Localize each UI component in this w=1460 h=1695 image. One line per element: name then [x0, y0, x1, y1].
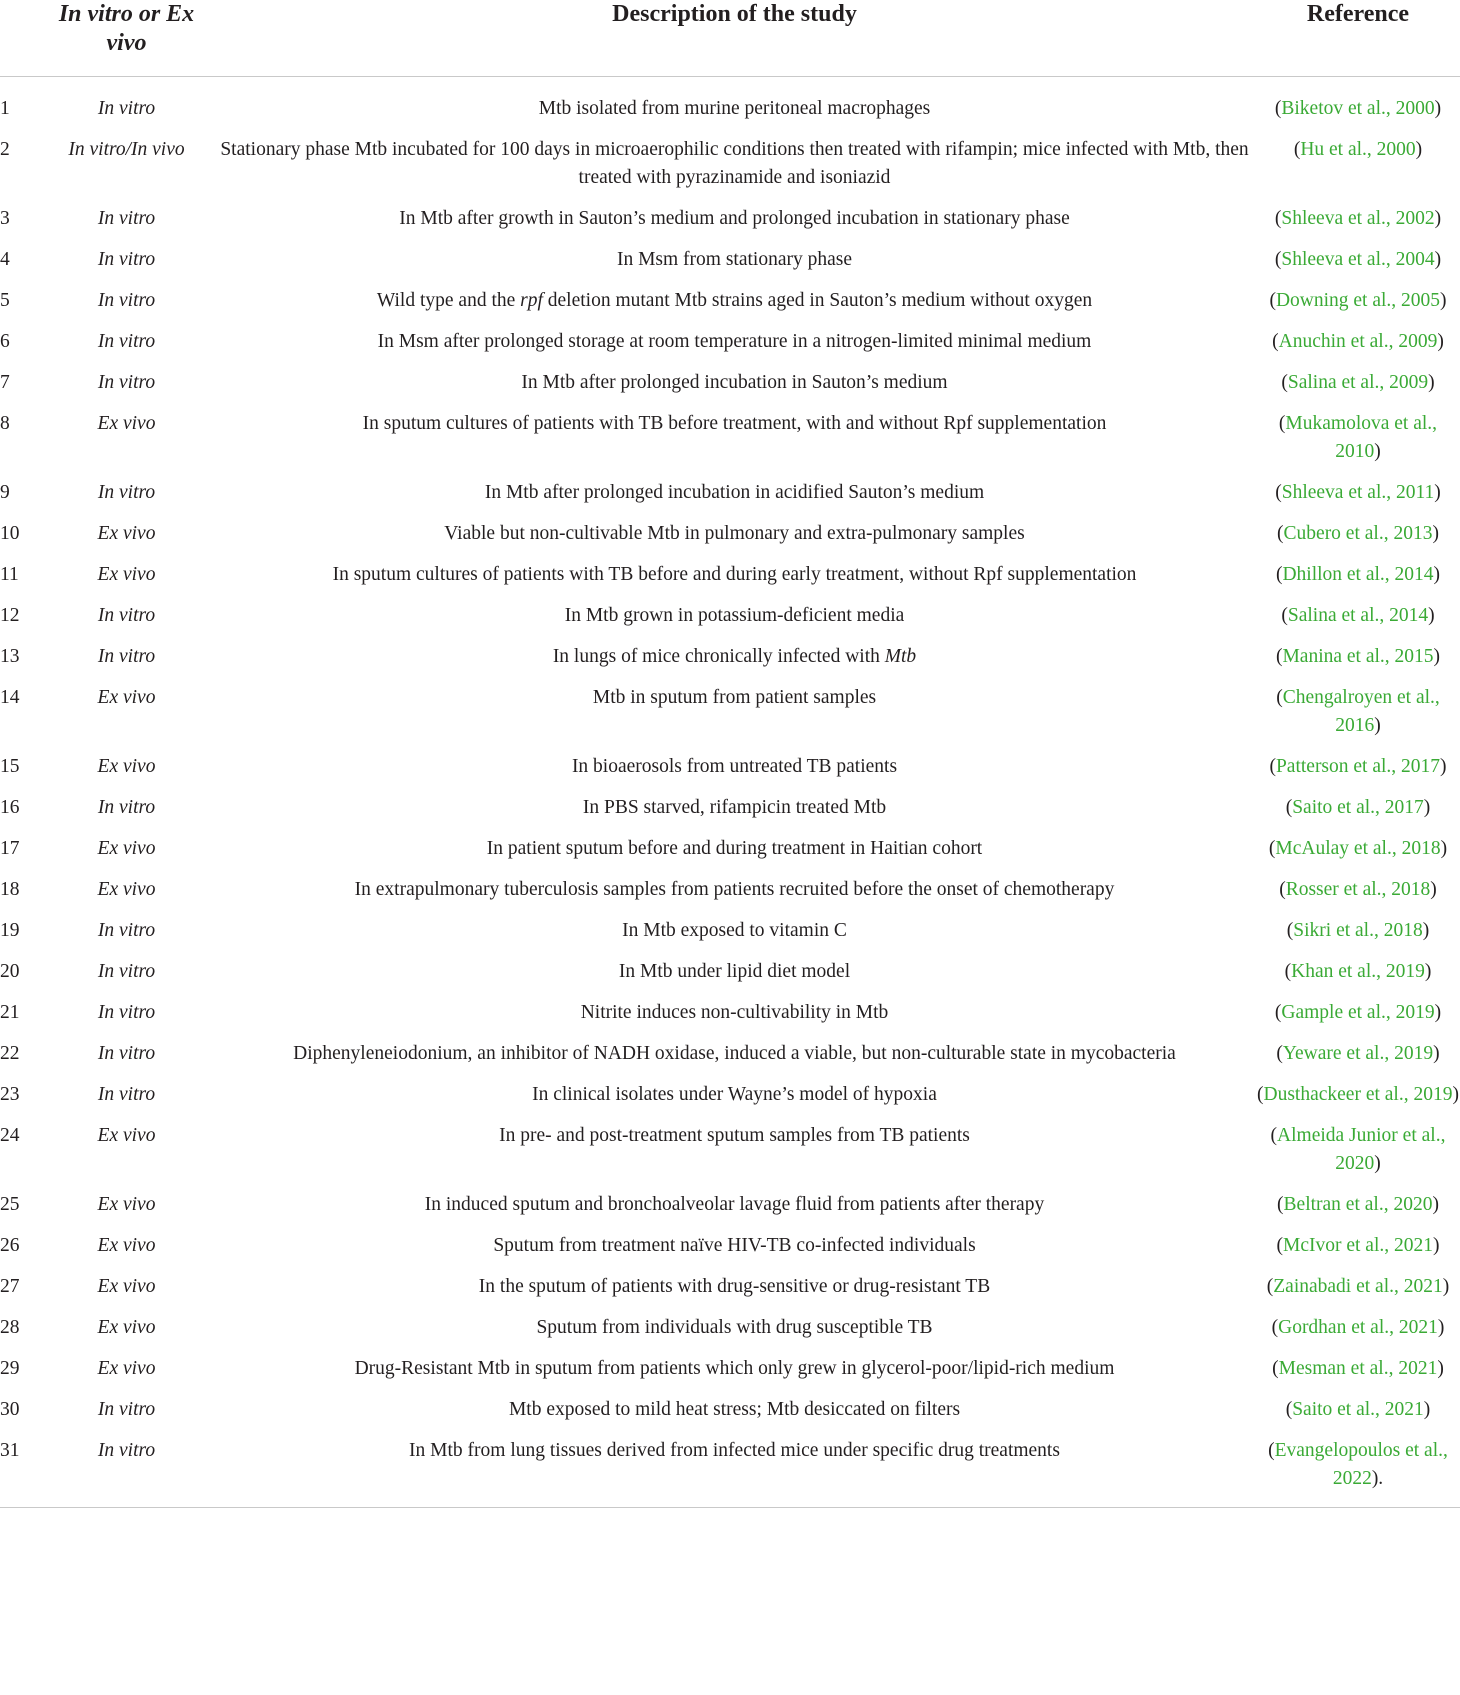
description-text: In Mtb under lipid diet model [618, 961, 851, 982]
row-description [213, 365, 1256, 406]
description-text: In clinical isolates under Wayne’s model of hypoxia [532, 1084, 937, 1105]
row-description [213, 324, 1256, 365]
row-number: 22 [0, 1043, 20, 1064]
row-reference [1256, 995, 1460, 1036]
row-setting: In vitro [97, 797, 156, 818]
row-setting: Ex vivo [97, 413, 156, 434]
reference-link[interactable]: Evangelopoulos et al., 2022 [1274, 1440, 1448, 1489]
row-reference [1256, 77, 1460, 133]
row-reference [1256, 831, 1460, 872]
description-text: Stationary phase Mtb incubated for 100 days in microaerophilic conditions then treated with rifampin; mice infected with Mtb, then treated with pyrazinamide and isoniazid [220, 139, 1249, 188]
reference-link[interactable]: Salina et al., 2014 [1287, 605, 1429, 626]
table-row [0, 831, 1460, 872]
row-description [213, 1351, 1256, 1392]
reference-link[interactable]: Gample et al., 2019 [1281, 1002, 1435, 1023]
row-setting: Ex vivo [97, 1358, 156, 1379]
table-row [0, 1351, 1460, 1392]
row-setting: Ex vivo [97, 756, 156, 777]
description-text: In lungs of mice chronically infected with [552, 646, 885, 667]
description-text: Wild type and the [376, 290, 521, 311]
row-reference [1256, 1228, 1460, 1269]
reference-open-paren: ( [1277, 523, 1284, 544]
row-reference [1256, 516, 1460, 557]
row-reference [1256, 680, 1460, 749]
reference-open-paren: ( [1270, 1125, 1278, 1146]
reference-link[interactable]: Patterson et al., 2017 [1275, 756, 1441, 777]
description-text: Sputum from treatment naïve HIV-TB co-infected individuals [493, 1235, 976, 1256]
row-description [213, 77, 1256, 133]
reference-close-paren: ) [1442, 1276, 1450, 1297]
reference-close-paren: ) [1440, 290, 1447, 311]
reference-link[interactable]: McIvor et al., 2021 [1282, 1235, 1433, 1256]
row-setting: Ex vivo [97, 1317, 156, 1338]
reference-open-paren: ( [1276, 687, 1283, 708]
table-row [0, 516, 1460, 557]
row-number: 28 [0, 1317, 20, 1338]
description-text: In sputum cultures of patients with TB before treatment, with and without Rpf supplementation [362, 413, 1107, 434]
table-row [0, 283, 1460, 324]
row-number: 17 [0, 838, 20, 859]
row-description [213, 954, 1256, 995]
row-description [213, 201, 1256, 242]
reference-close-paren: ) [1437, 331, 1444, 352]
row-reference [1256, 1077, 1460, 1118]
description-text: In Msm from stationary phase [616, 249, 853, 270]
row-setting: In vitro [97, 208, 156, 229]
reference-close-paren: ) [1423, 797, 1431, 818]
row-setting: Ex vivo [97, 879, 156, 900]
row-reference [1256, 475, 1460, 516]
row-number: 3 [0, 208, 10, 229]
row-reference [1256, 872, 1460, 913]
reference-open-paren: ( [1272, 331, 1279, 352]
table-row [0, 132, 1460, 201]
reference-close-paren: ) [1415, 139, 1423, 160]
reference-close-paren: ) [1422, 920, 1430, 941]
reference-link[interactable]: Dusthackeer et al., 2019 [1263, 1084, 1453, 1105]
row-setting: In vitro [97, 1002, 156, 1023]
row-reference [1256, 598, 1460, 639]
table-row [0, 324, 1460, 365]
row-number: 21 [0, 1002, 20, 1023]
row-description [213, 406, 1256, 475]
description-text: In induced sputum and bronchoalveolar lavage fluid from patients after therapy [424, 1194, 1045, 1215]
row-setting: Ex vivo [97, 687, 156, 708]
row-number: 23 [0, 1084, 20, 1105]
table-row [0, 242, 1460, 283]
description-text: Nitrite induces non-cultivability in Mtb [580, 1002, 889, 1023]
row-description [213, 749, 1256, 790]
reference-open-paren: ( [1257, 1084, 1264, 1105]
reference-link[interactable]: Almeida Junior et al., 2020 [1277, 1125, 1446, 1174]
description-text: In extrapulmonary tuberculosis samples from patients recruited before the onset of chemotherapy [354, 879, 1115, 900]
reference-link[interactable]: Saito et al., 2017 [1292, 797, 1424, 818]
reference-open-paren: ( [1281, 372, 1288, 393]
table-row [0, 639, 1460, 680]
reference-close-paren: ). [1371, 1468, 1384, 1489]
row-reference [1256, 1036, 1460, 1077]
reference-link[interactable]: Hu et al., 2000 [1300, 139, 1416, 160]
row-number: 15 [0, 756, 20, 777]
row-description [213, 831, 1256, 872]
row-reference [1256, 201, 1460, 242]
row-setting: In vitro [97, 482, 156, 503]
reference-close-paren: ) [1428, 605, 1435, 626]
description-italic: Mtb [884, 646, 917, 667]
reference-open-paren: ( [1266, 1276, 1274, 1297]
reference-link[interactable]: Cubero et al., 2013 [1283, 523, 1433, 544]
table-row [0, 1269, 1460, 1310]
reference-close-paren: ) [1424, 961, 1432, 982]
row-reference [1256, 406, 1460, 475]
reference-open-paren: ( [1268, 838, 1276, 859]
row-description [213, 475, 1256, 516]
row-reference [1256, 954, 1460, 995]
row-setting: Ex vivo [97, 523, 156, 544]
table-row [0, 995, 1460, 1036]
description-text: In bioaerosols from untreated TB patients [571, 756, 898, 777]
reference-close-paren: ) [1433, 646, 1441, 667]
header-number [0, 0, 40, 77]
row-setting: In vitro [97, 646, 156, 667]
row-description [213, 1310, 1256, 1351]
row-number: 16 [0, 797, 20, 818]
table-row [0, 406, 1460, 475]
reference-open-paren: ( [1281, 605, 1288, 626]
row-reference [1256, 283, 1460, 324]
row-reference [1256, 749, 1460, 790]
reference-link[interactable]: Khan et al., 2019 [1291, 961, 1425, 982]
reference-close-paren: ) [1430, 879, 1437, 900]
reference-close-paren: ) [1423, 1399, 1431, 1420]
row-setting: Ex vivo [97, 1125, 156, 1146]
row-reference [1256, 913, 1460, 954]
row-number: 26 [0, 1235, 20, 1256]
reference-link[interactable]: Shleeva et al., 2002 [1281, 208, 1435, 229]
row-description [213, 872, 1256, 913]
reference-close-paren: ) [1433, 564, 1441, 585]
reference-close-paren: ) [1437, 1317, 1445, 1338]
table-row [0, 77, 1460, 133]
reference-close-paren: ) [1432, 1194, 1439, 1215]
reference-open-paren: ( [1274, 1002, 1282, 1023]
row-reference [1256, 1351, 1460, 1392]
reference-close-paren: ) [1374, 715, 1381, 736]
table-row [0, 872, 1460, 913]
header-setting: In vitro or Ex vivo [40, 0, 213, 77]
row-reference [1256, 242, 1460, 283]
description-text: In Mtb exposed to vitamin C [622, 920, 847, 941]
reference-open-paren: ( [1276, 1043, 1283, 1064]
reference-close-paren: ) [1374, 1153, 1381, 1174]
reference-link[interactable]: Salina et al., 2009 [1287, 372, 1429, 393]
row-number: 6 [0, 331, 10, 352]
description-text: In Mtb after growth in Sauton’s medium and prolonged incubation in stationary phase [399, 208, 1070, 229]
row-description [213, 132, 1256, 201]
table-row [0, 1077, 1460, 1118]
row-number: 2 [0, 139, 10, 160]
reference-link[interactable]: Sikri et al., 2018 [1293, 920, 1423, 941]
description-text: In Mtb grown in potassium-deficient media [564, 605, 905, 626]
description-text-tail: deletion mutant Mtb strains aged in Sauton’s medium without oxygen [542, 290, 1093, 311]
row-number: 31 [0, 1433, 40, 1508]
row-description [213, 283, 1256, 324]
reference-link[interactable]: Manina et al., 2015 [1282, 646, 1434, 667]
reference-link[interactable]: Saito et al., 2021 [1292, 1399, 1424, 1420]
row-number: 1 [0, 98, 10, 119]
description-text: Viable but non-cultivable Mtb in pulmonary and extra-pulmonary samples [444, 523, 1025, 544]
reference-close-paren: ) [1374, 441, 1381, 462]
row-description [213, 1187, 1256, 1228]
description-text: Mtb exposed to mild heat stress; Mtb desiccated on filters [508, 1399, 961, 1420]
reference-close-paren: ) [1452, 1084, 1459, 1105]
row-setting: Ex vivo [97, 838, 156, 859]
reference-open-paren: ( [1278, 413, 1286, 434]
description-text: Diphenyleneiodonium, an inhibitor of NADH oxidase, induced a viable, but non-culturable state in mycobacteria [293, 1043, 1176, 1064]
row-reference [1256, 639, 1460, 680]
table-row [0, 475, 1460, 516]
row-number: 25 [0, 1194, 20, 1215]
row-setting: In vitro [40, 1433, 213, 1508]
row-description [213, 639, 1256, 680]
description-text: Drug-Resistant Mtb in sputum from patients which only grew in glycerol-poor/lipid-rich medium [354, 1358, 1115, 1379]
row-description [213, 1228, 1256, 1269]
reference-open-paren: ( [1286, 920, 1294, 941]
reference-open-paren: ( [1274, 98, 1282, 119]
table-row [0, 1036, 1460, 1077]
row-reference [1256, 790, 1460, 831]
table-row [0, 598, 1460, 639]
reference-link[interactable]: Shleeva et al., 2004 [1281, 249, 1435, 270]
table-row [0, 790, 1460, 831]
table-row [0, 557, 1460, 598]
table-row [0, 201, 1460, 242]
table-row [0, 749, 1460, 790]
row-description [213, 1269, 1256, 1310]
row-number: 4 [0, 249, 10, 270]
description-text: In Mtb after prolonged incubation in acidified Sauton’s medium [484, 482, 985, 503]
reference-open-paren: ( [1285, 1399, 1293, 1420]
row-reference [1256, 1269, 1460, 1310]
table-row [0, 954, 1460, 995]
reference-close-paren: ) [1432, 523, 1439, 544]
reference-link[interactable]: Beltran et al., 2020 [1283, 1194, 1433, 1215]
row-reference [1256, 365, 1460, 406]
table-row [0, 1433, 1460, 1508]
row-setting: In vitro [97, 249, 156, 270]
row-setting: In vitro [97, 1043, 156, 1064]
reference-link[interactable]: Zainabadi et al., 2021 [1273, 1276, 1443, 1297]
table-row [0, 1310, 1460, 1351]
row-description [213, 913, 1256, 954]
row-description [213, 1036, 1256, 1077]
row-reference [1256, 557, 1460, 598]
row-number: 18 [0, 879, 20, 900]
description-text: In pre- and post-treatment sputum samples from TB patients [499, 1125, 970, 1146]
row-description [213, 790, 1256, 831]
row-setting: In vitro/In vivo [68, 139, 185, 160]
reference-close-paren: ) [1434, 249, 1442, 270]
row-setting: In vitro [97, 372, 156, 393]
row-number: 5 [0, 290, 10, 311]
reference-link[interactable]: Shleeva et al., 2011 [1281, 482, 1435, 503]
row-reference [1256, 324, 1460, 365]
row-setting: Ex vivo [97, 1276, 156, 1297]
table-row [0, 1118, 1460, 1187]
reference-link[interactable]: Rosser et al., 2018 [1285, 879, 1431, 900]
row-description [213, 1392, 1256, 1433]
reference-close-paren: ) [1440, 838, 1448, 859]
row-setting: Ex vivo [97, 564, 156, 585]
row-setting: In vitro [97, 331, 156, 352]
reference-close-paren: ) [1434, 482, 1441, 503]
reference-open-paren: ( [1285, 797, 1293, 818]
row-reference [1256, 1310, 1460, 1351]
reference-close-paren: ) [1434, 98, 1442, 119]
row-description [213, 598, 1256, 639]
row-description [213, 680, 1256, 749]
description-text: In Msm after prolonged storage at room temperature in a nitrogen-limited minimal medium [377, 331, 1092, 352]
row-setting: In vitro [97, 1399, 156, 1420]
table-body [0, 77, 1460, 1508]
reference-close-paren: ) [1433, 1043, 1440, 1064]
table-row [0, 365, 1460, 406]
reference-open-paren: ( [1279, 879, 1286, 900]
description-text: In patient sputum before and during treatment in Haitian cohort [486, 838, 983, 859]
row-description [213, 1077, 1256, 1118]
row-setting: In vitro [97, 605, 156, 626]
reference-link[interactable]: Gordhan et al., 2021 [1278, 1317, 1438, 1338]
table-row [0, 680, 1460, 749]
header-reference: Reference [1256, 0, 1460, 77]
row-reference [1256, 1433, 1460, 1508]
reference-close-paren: ) [1433, 1235, 1440, 1256]
row-number: 9 [0, 482, 10, 503]
table-header-row [0, 0, 1460, 77]
reference-close-paren: ) [1434, 208, 1442, 229]
row-setting: In vitro [97, 920, 156, 941]
row-setting: Ex vivo [97, 1235, 156, 1256]
row-setting: In vitro [97, 1084, 156, 1105]
reference-link[interactable]: Yeware et al., 2019 [1282, 1043, 1434, 1064]
row-number: 7 [0, 372, 10, 393]
row-setting: In vitro [97, 290, 156, 311]
row-description [213, 242, 1256, 283]
row-number: 11 [0, 564, 19, 585]
row-number: 14 [0, 687, 20, 708]
header-description: Description of the study [213, 0, 1256, 77]
reference-link[interactable]: Chengalroyen et al., 2016 [1282, 687, 1440, 736]
row-number: 20 [0, 961, 20, 982]
reference-open-paren: ( [1276, 1235, 1283, 1256]
description-text: In the sputum of patients with drug-sensitive or drug-resistant TB [478, 1276, 991, 1297]
reference-open-paren: ( [1277, 1194, 1284, 1215]
reference-open-paren: ( [1284, 961, 1292, 982]
reference-open-paren: ( [1293, 139, 1301, 160]
table-row [0, 1187, 1460, 1228]
table-row [0, 1392, 1460, 1433]
row-number: 27 [0, 1276, 20, 1297]
reference-link[interactable]: Mukamolova et al., 2010 [1285, 413, 1438, 462]
description-italic: rpf [520, 290, 543, 311]
reference-open-paren: ( [1271, 1317, 1279, 1338]
reference-close-paren: ) [1437, 1358, 1444, 1379]
row-description [213, 1433, 1256, 1508]
row-description [213, 516, 1256, 557]
reference-link[interactable]: Mesman et al., 2021 [1278, 1358, 1438, 1379]
reference-open-paren: ( [1275, 646, 1283, 667]
reference-close-paren: ) [1440, 756, 1447, 777]
description-text: In Mtb from lung tissues derived from infected mice under specific drug treatments [409, 1440, 1060, 1461]
row-setting: Ex vivo [97, 1194, 156, 1215]
reference-link[interactable]: Biketov et al., 2000 [1281, 98, 1435, 119]
reference-open-paren: ( [1275, 564, 1283, 585]
reference-close-paren: ) [1434, 1002, 1442, 1023]
row-setting: In vitro [97, 98, 156, 119]
reference-close-paren: ) [1428, 372, 1435, 393]
reference-link[interactable]: McAulay et al., 2018 [1275, 838, 1441, 859]
reference-open-paren: ( [1275, 482, 1282, 503]
reference-link[interactable]: Dhillon et al., 2014 [1282, 564, 1434, 585]
description-text: Sputum from individuals with drug susceptible TB [536, 1317, 933, 1338]
reference-open-paren: ( [1274, 249, 1282, 270]
row-reference [1256, 1392, 1460, 1433]
row-number: 10 [0, 523, 20, 544]
row-description [213, 995, 1256, 1036]
row-number: 13 [0, 646, 20, 667]
description-text: In Mtb after prolonged incubation in Sauton’s medium [521, 372, 948, 393]
reference-open-paren: ( [1272, 1358, 1279, 1379]
reference-open-paren: ( [1268, 1440, 1275, 1461]
row-description [213, 557, 1256, 598]
reference-link[interactable]: Downing et al., 2005 [1275, 290, 1441, 311]
description-text: In sputum cultures of patients with TB before and during early treatment, without Rpf supplementation [332, 564, 1137, 585]
reference-open-paren: ( [1269, 756, 1276, 777]
row-number: 29 [0, 1358, 20, 1379]
table-row [0, 1228, 1460, 1269]
row-reference [1256, 132, 1460, 201]
row-number: 30 [0, 1399, 20, 1420]
row-number: 12 [0, 605, 20, 626]
reference-open-paren: ( [1269, 290, 1276, 311]
description-text: In PBS starved, rifampicin treated Mtb [582, 797, 887, 818]
row-description [213, 1118, 1256, 1187]
row-number: 8 [0, 413, 10, 434]
description-text: Mtb isolated from murine peritoneal macrophages [538, 98, 931, 119]
reference-open-paren: ( [1274, 208, 1282, 229]
row-setting: In vitro [97, 961, 156, 982]
row-number: 19 [0, 920, 20, 941]
reference-link[interactable]: Anuchin et al., 2009 [1278, 331, 1438, 352]
description-text: Mtb in sputum from patient samples [592, 687, 877, 708]
table-row [0, 913, 1460, 954]
row-reference [1256, 1187, 1460, 1228]
row-reference [1256, 1118, 1460, 1187]
row-number: 24 [0, 1125, 20, 1146]
